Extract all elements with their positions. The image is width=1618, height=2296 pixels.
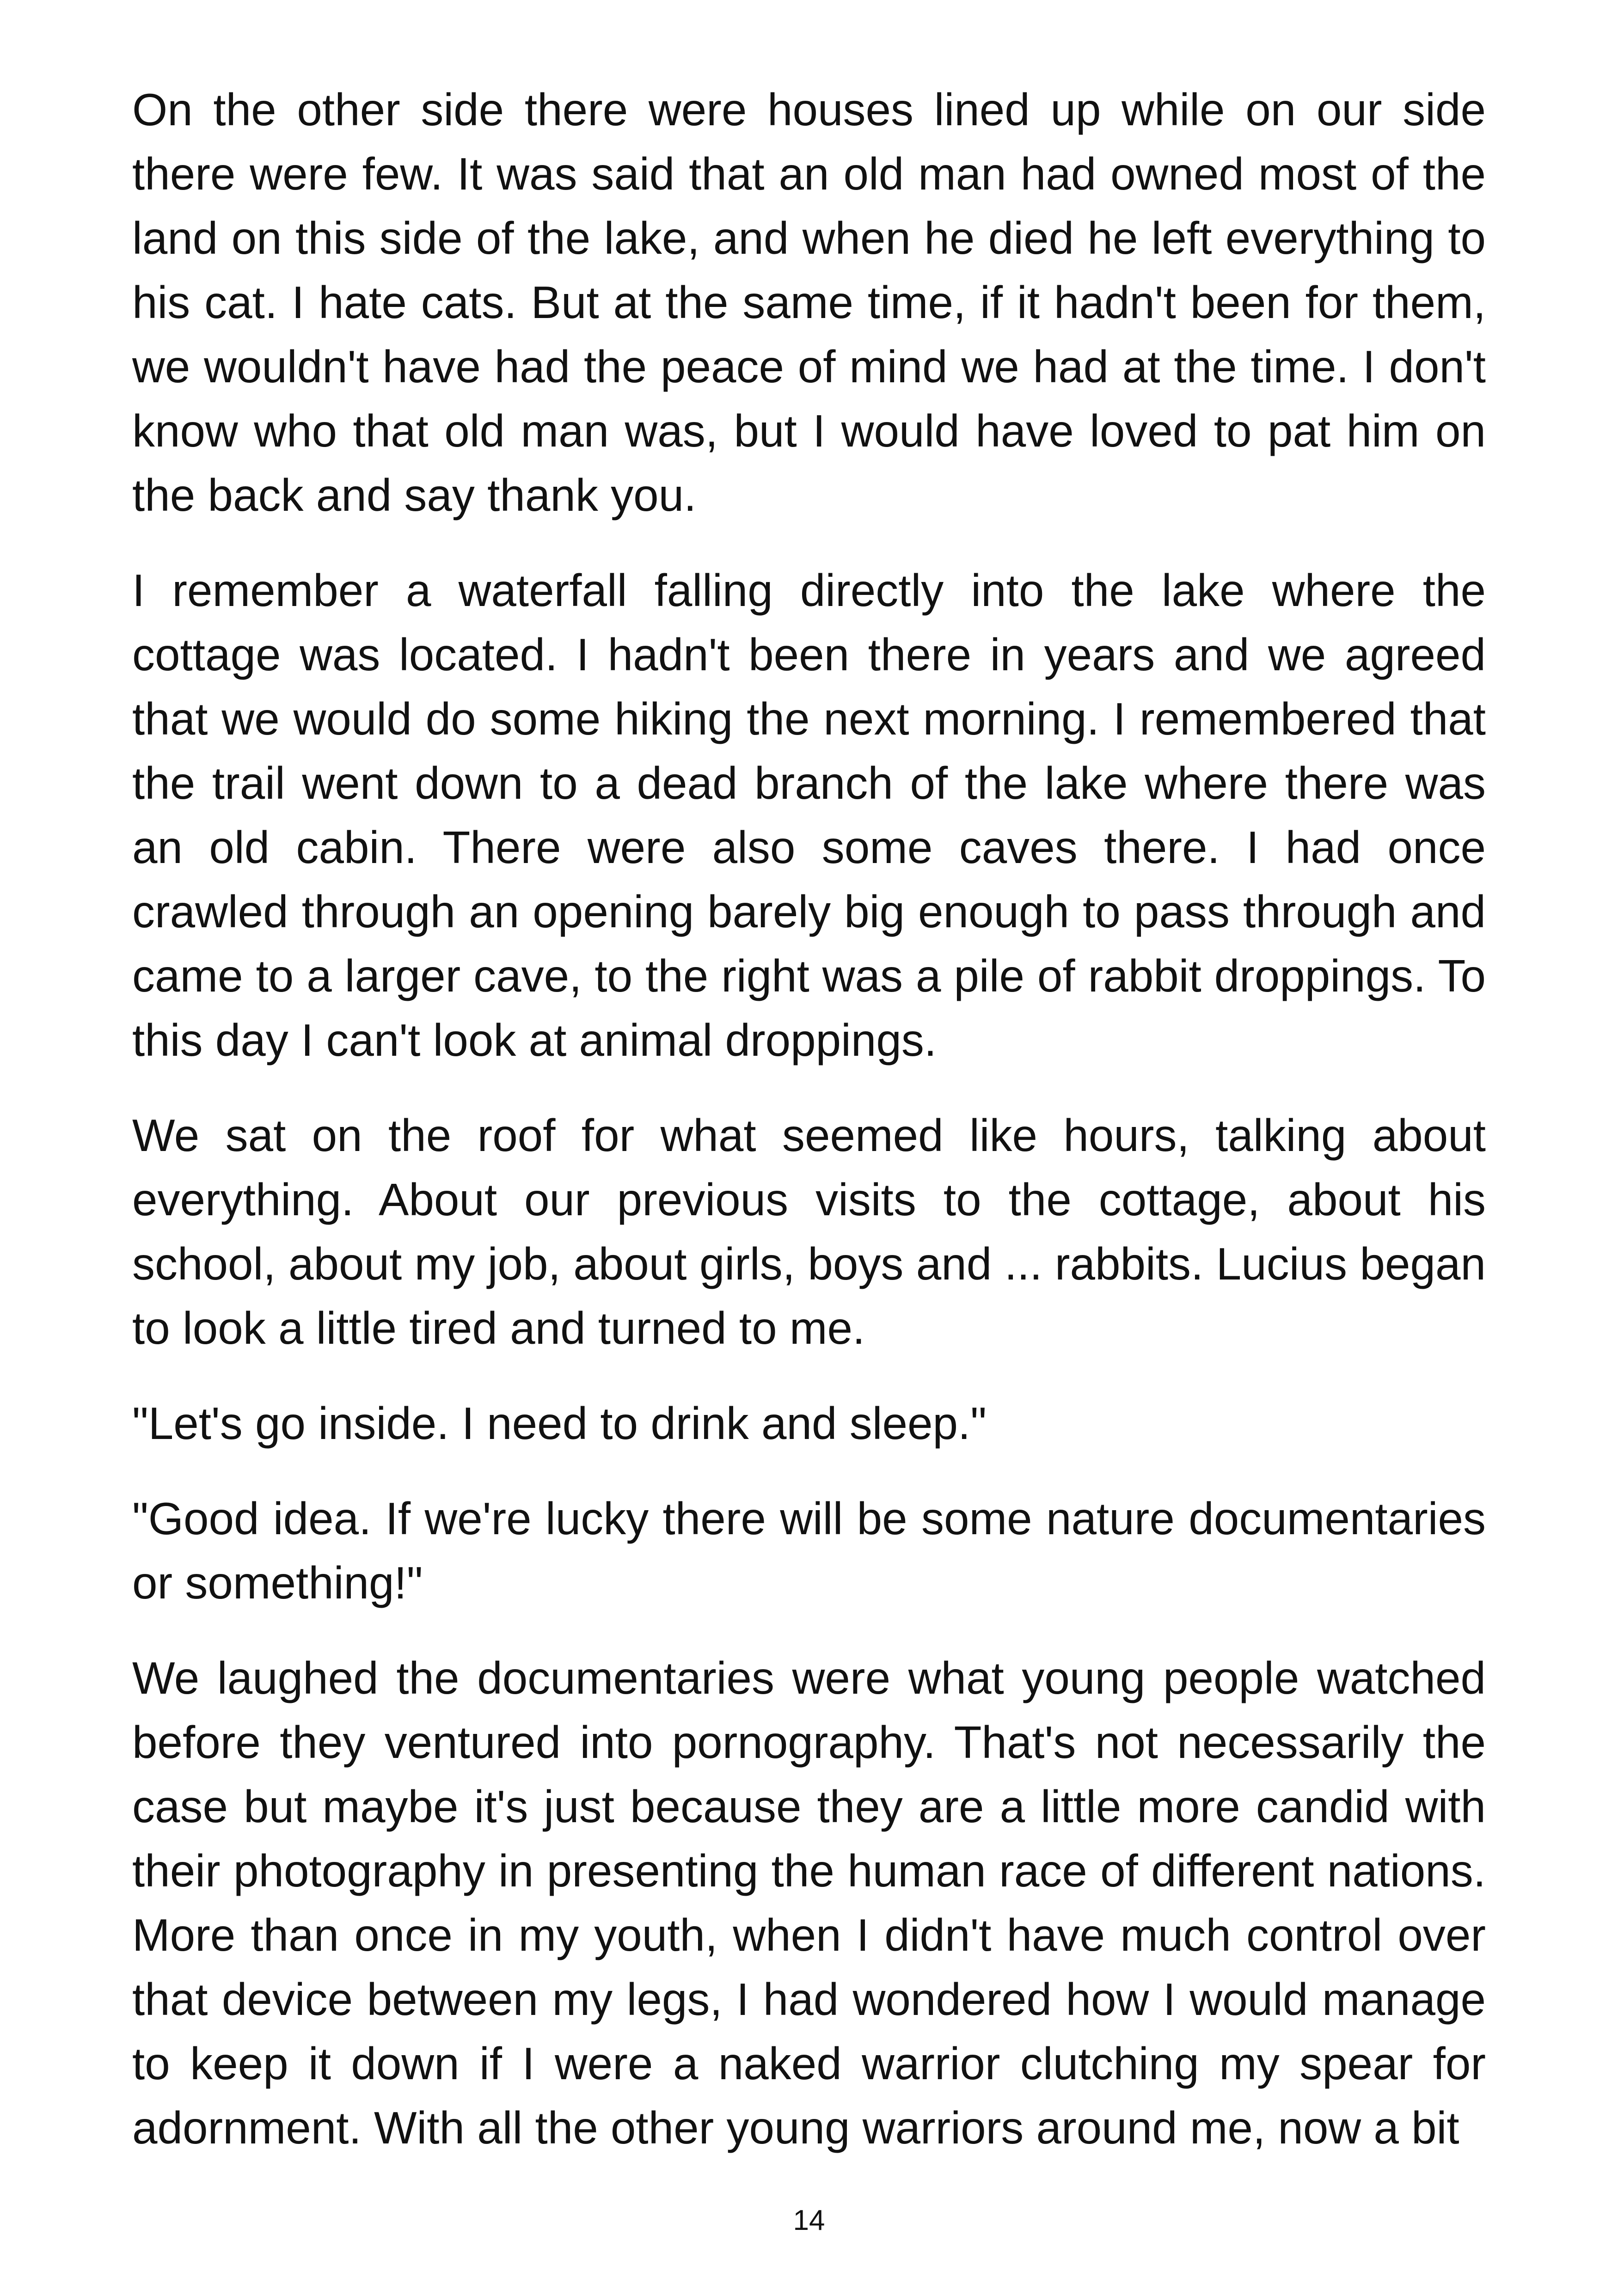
body-text	[132, 78, 1486, 2191]
paragraph-4: "Let's go inside. I need to drink and sleep."	[132, 1398, 987, 1449]
paragraph-2: I remember a waterfall falling directly into the lake where the cottage was located. I hadn't been there in years and we agreed that we would do some hiking the next morning. I remembered that the trail went down to a dead branch of the lake where there was an old cabin. There were also some caves there. I had once crawled through an opening barely big enough to pass through and came to a larger cave, to the right was a pile of rabbit droppings. To this day I can't look at animal droppings.	[132, 565, 1486, 1065]
paragraph-3: We sat on the roof for what seemed like hours, talking about everything. About our previous visits to the cottage, about his school, about my job, about girls, boys and ... rabbits. Lucius began to look a little tired and turned to me.	[132, 1110, 1486, 1353]
paragraph-1: On the other side there were houses lined up while on our side there were few. It was said that an old man had owned most of the land on this side of the lake, and when he died he left everything to his cat. I hate cats. But at the same time, if it hadn't been for them, we wouldn't have had the peace of mind we had at the time. I don't know who that old man was, but I would have loved to pat him on the back and say thank you.	[132, 84, 1486, 520]
paragraph-6: We laughed the documentaries were what young people watched before they ventured into pornography. That's not necessarily the case but maybe it's just because they are a little more candid with their photography in presenting the human race of different nations. More than once in my youth, when I didn't have much control over that device between my legs, I had wondered how I would manage to keep it down if I were a naked warrior clutching my spear for adornment. With all the other young warriors around me, now a bit	[132, 1653, 1486, 2153]
paragraph-5: "Good idea. If we're lucky there will be some nature documentaries or something!"	[132, 1493, 1486, 1608]
page-number: 14	[793, 2204, 825, 2236]
